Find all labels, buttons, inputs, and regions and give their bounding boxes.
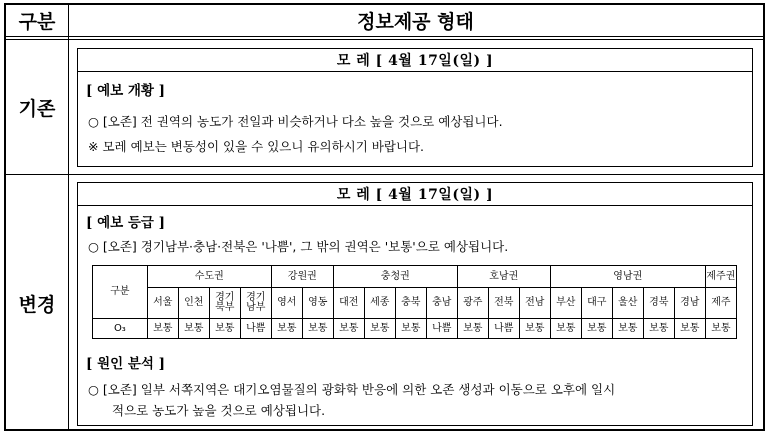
- grade-table-region: 영동: [302, 288, 333, 319]
- header-divider: [6, 36, 763, 37]
- after-section-cause: [ 원인 분석 ]: [86, 356, 166, 372]
- grade-table-value: 보통: [612, 319, 643, 339]
- grade-table-value: 보통: [457, 319, 488, 339]
- grade-table-corner: 구분: [93, 266, 148, 319]
- grade-table-group-header: 제주권: [705, 266, 736, 288]
- grade-table-value: 보통: [395, 319, 426, 339]
- header-category: 구분: [18, 11, 56, 33]
- grade-table-region: 경북: [643, 288, 674, 319]
- grade-table-value: 나쁨: [426, 319, 457, 339]
- after-forecast-title: 모 레 [ 4월 17일(일) ]: [78, 183, 752, 206]
- grade-table-region: 전남: [519, 288, 550, 319]
- grade-table-region: 경기 북부: [209, 288, 240, 319]
- grade-table-value: 보통: [178, 319, 209, 339]
- after-section-grade: [ 예보 등급 ]: [86, 215, 166, 231]
- grade-table-value: 나쁨: [240, 319, 271, 339]
- grade-table-value: 보통: [333, 319, 364, 339]
- grade-table-region: 충남: [426, 288, 457, 319]
- grade-table-region: 광주: [457, 288, 488, 319]
- grade-table-region: 제주: [705, 288, 736, 319]
- after-grade-line: ○ [오존] 경기남부·충남·전북은 '나쁨', 그 밖의 권역은 '보통'으로 예상됩니다.: [88, 239, 509, 254]
- before-forecast-title: 모 레 [ 4월 17일(일) ]: [78, 49, 752, 72]
- grade-table-value: 보통: [519, 319, 550, 339]
- grade-table-value: 보통: [643, 319, 674, 339]
- grade-table-region: 경남: [674, 288, 705, 319]
- grade-table-region: 부산: [550, 288, 581, 319]
- grade-table-pollutant: O₃: [93, 319, 148, 339]
- grade-table-region: 대전: [333, 288, 364, 319]
- header-info-format: 정보제공 형태: [357, 11, 474, 33]
- info-table: [4, 3, 765, 431]
- grade-table-group-header: 수도권: [147, 266, 271, 288]
- grade-table-value: 보통: [209, 319, 240, 339]
- before-section-overview: [ 예보 개황 ]: [86, 83, 166, 99]
- row-label-before: 기존: [18, 97, 56, 120]
- grade-table-value: 보통: [271, 319, 302, 339]
- grade-table-value: 보통: [364, 319, 395, 339]
- grade-table-value: 보통: [550, 319, 581, 339]
- grade-table-group-header: 강원권: [271, 266, 333, 288]
- grade-table-region: 전북: [488, 288, 519, 319]
- row-label-after: 변경: [18, 293, 56, 316]
- grade-table-value: 나쁨: [488, 319, 519, 339]
- grade-table-group-header: 영남권: [550, 266, 705, 288]
- grade-table-region: 충북: [395, 288, 426, 319]
- grade-table-value: 보통: [302, 319, 333, 339]
- after-forecast-box: [77, 182, 753, 426]
- grade-table-value: 보통: [705, 319, 736, 339]
- grade-table-group-header: 충청권: [333, 266, 457, 288]
- after-cause-line-2: 적으로 농도가 높을 것으로 예상됩니다.: [112, 403, 326, 418]
- grade-table-region: 울산: [612, 288, 643, 319]
- grade-table-value: 보통: [147, 319, 178, 339]
- row-divider: [6, 174, 763, 175]
- header-divider-double: [6, 39, 763, 40]
- grade-table-region: 세종: [364, 288, 395, 319]
- grade-table-value: 보통: [581, 319, 612, 339]
- grade-table: [92, 265, 737, 339]
- after-cause-line-1: ○ [오존] 일부 서쪽지역은 대기오염물질의 광화학 반응에 의한 오존 생성과 이동으로 오후에 일시: [88, 382, 616, 397]
- grade-table-region: 인천: [178, 288, 209, 319]
- grade-table-group-header: 호남권: [457, 266, 550, 288]
- grade-table-region: 대구: [581, 288, 612, 319]
- grade-table-region: 서울: [147, 288, 178, 319]
- column-divider: [68, 5, 69, 429]
- before-ozone-line: ○ [오존] 전 권역의 농도가 전일과 비슷하거나 다소 높을 것으로 예상됩니다.: [88, 114, 503, 129]
- grade-table-value: 보통: [674, 319, 705, 339]
- before-forecast-box: [77, 48, 753, 167]
- grade-table-region: 경기 남부: [240, 288, 271, 319]
- before-note-line: ※ 모레 예보는 변동성이 있을 수 있으니 유의하시기 바랍니다.: [88, 139, 425, 154]
- grade-table-region: 영서: [271, 288, 302, 319]
